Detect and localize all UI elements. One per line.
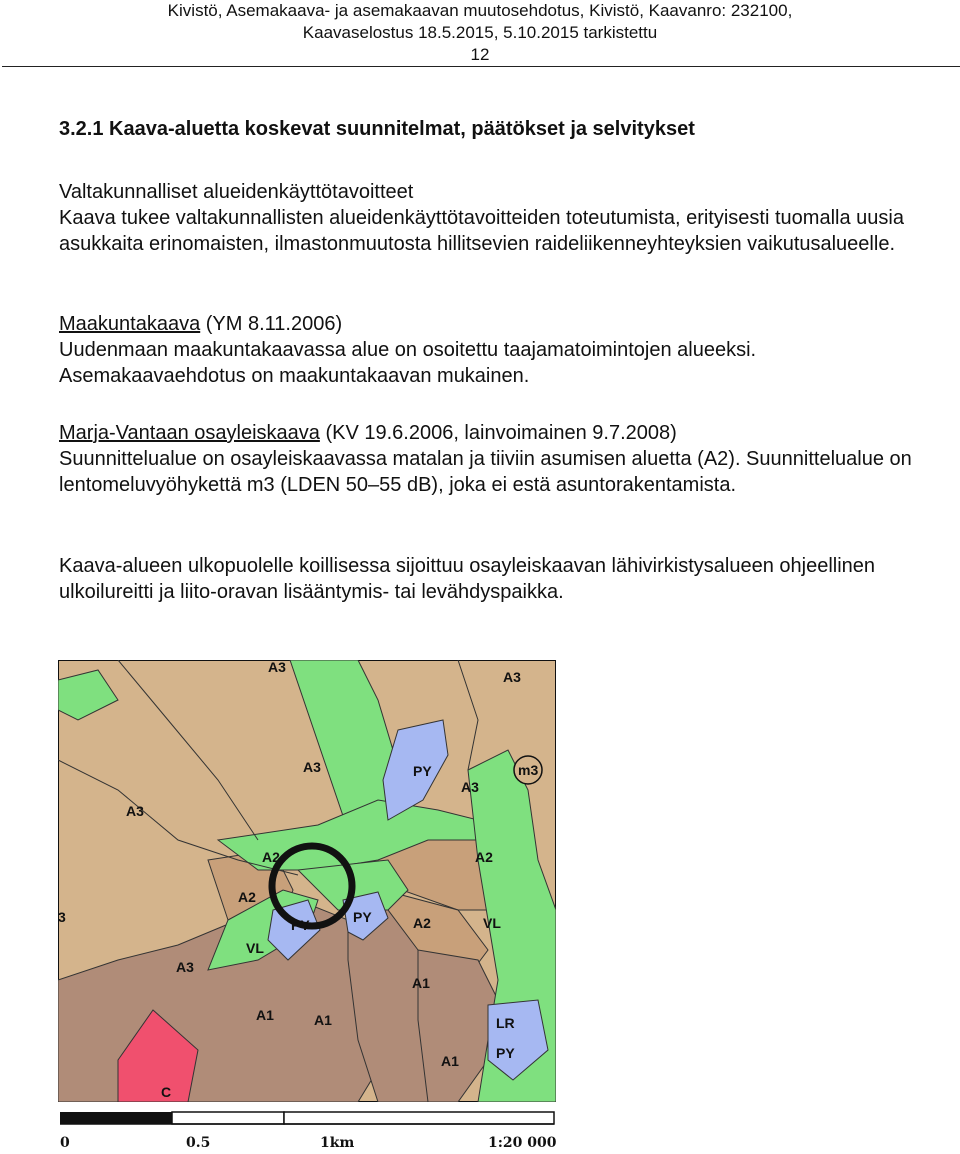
page-header bbox=[0, 0, 960, 66]
label-py: PY bbox=[496, 1045, 515, 1061]
header-divider bbox=[2, 66, 960, 67]
page-number: 12 bbox=[470, 45, 490, 64]
paragraph-text: Suunnittelualue on osayleiskaavassa matalan ja tiiviin asumisen aluetta (A2). Suunnittelualue on lentomeluvyöhykettä m3 (LDEN 50–55 dB), joka ei estä asuntorakentamista. bbox=[59, 448, 912, 496]
master-plan-link[interactable]: Marja-Vantaan osayleiskaava bbox=[59, 422, 320, 444]
paragraph-text: Asemakaavaehdotus on maakuntakaavan mukainen. bbox=[59, 365, 530, 387]
scale-segment bbox=[60, 1112, 172, 1124]
label-py: PY bbox=[353, 909, 372, 925]
paragraph-text: Kaava tukee valtakunnallisten alueidenkäyttötavoitteiden toteutumista, erityisesti tuomalla uusia asukkaita erinomaisten, ilmastonmuutosta hillitsevien raideliikenneyhteyksien vaikutusalueelle. bbox=[59, 207, 904, 255]
scale-label-0: 0 bbox=[60, 1135, 70, 1151]
label-a2: A2 bbox=[475, 849, 493, 865]
label-a3: A3 bbox=[503, 669, 521, 685]
label-py: PY bbox=[291, 917, 310, 933]
regional-plan-date: (YM 8.11.2006) bbox=[200, 313, 343, 335]
scale-ratio: 1:20 000 bbox=[488, 1135, 557, 1151]
regional-plan-link[interactable]: Maakuntakaava bbox=[59, 313, 201, 335]
map-scale-bar bbox=[58, 1108, 618, 1154]
paragraph-outside-area bbox=[59, 553, 919, 605]
label-a1: A1 bbox=[441, 1053, 459, 1069]
label-a1: A1 bbox=[256, 1007, 274, 1023]
label-a3: A3 bbox=[303, 759, 321, 775]
master-plan-map bbox=[58, 660, 556, 1102]
label-c: C bbox=[161, 1084, 172, 1100]
paragraph-regional-plan bbox=[59, 311, 919, 389]
label-a3: A3 bbox=[461, 779, 479, 795]
label-a2: A2 bbox=[413, 915, 431, 931]
scale-label-05: 0.5 bbox=[186, 1135, 211, 1151]
paragraph-heading: Valtakunnalliset alueidenkäyttötavoitteet bbox=[59, 181, 414, 203]
header-line-1: Kivistö, Asemakaava- ja asemakaavan muutosehdotus, Kivistö, Kaavanro: 232100, bbox=[167, 1, 793, 20]
paragraph-text: Kaava-alueen ulkopuolelle koillisessa sijoittuu osayleiskaavan lähivirkistysalueen ohjeellinen ulkoilureitti ja liito-oravan lisääntymis- tai levähdyspaikka. bbox=[59, 555, 876, 603]
label-a3: A3 bbox=[176, 959, 194, 975]
paragraph-text: Uudenmaan maakuntakaavassa alue on osoitettu taajamatoimintojen alueeksi. bbox=[59, 339, 757, 361]
label-a1: A1 bbox=[412, 975, 430, 991]
label-a2: A2 bbox=[262, 849, 280, 865]
header-line-2: Kaavaselostus 18.5.2015, 5.10.2015 tarkistettu bbox=[302, 23, 658, 42]
label-a1: A1 bbox=[314, 1012, 332, 1028]
paragraph-national-goals bbox=[59, 179, 919, 257]
label-vl: VL bbox=[246, 940, 264, 956]
scale-label-1km: 1km bbox=[320, 1135, 355, 1151]
master-plan-date: (KV 19.6.2006, lainvoimainen 9.7.2008) bbox=[319, 422, 677, 444]
label-a2: A2 bbox=[238, 889, 256, 905]
label-vl: VL bbox=[483, 915, 501, 931]
scale-segment bbox=[284, 1112, 554, 1124]
paragraph-master-plan bbox=[59, 420, 919, 498]
scale-segment bbox=[172, 1112, 284, 1124]
label-m3: m3 bbox=[518, 762, 539, 778]
section-title: 3.2.1 Kaava-aluetta koskevat suunnitelmat, päätökset ja selvitykset bbox=[59, 118, 695, 140]
label-a3: A3 bbox=[268, 660, 286, 675]
label-py: PY bbox=[413, 763, 432, 779]
label-a3: A3 bbox=[126, 803, 144, 819]
label-lr: LR bbox=[496, 1015, 515, 1031]
label-edge: 3 bbox=[58, 909, 66, 925]
